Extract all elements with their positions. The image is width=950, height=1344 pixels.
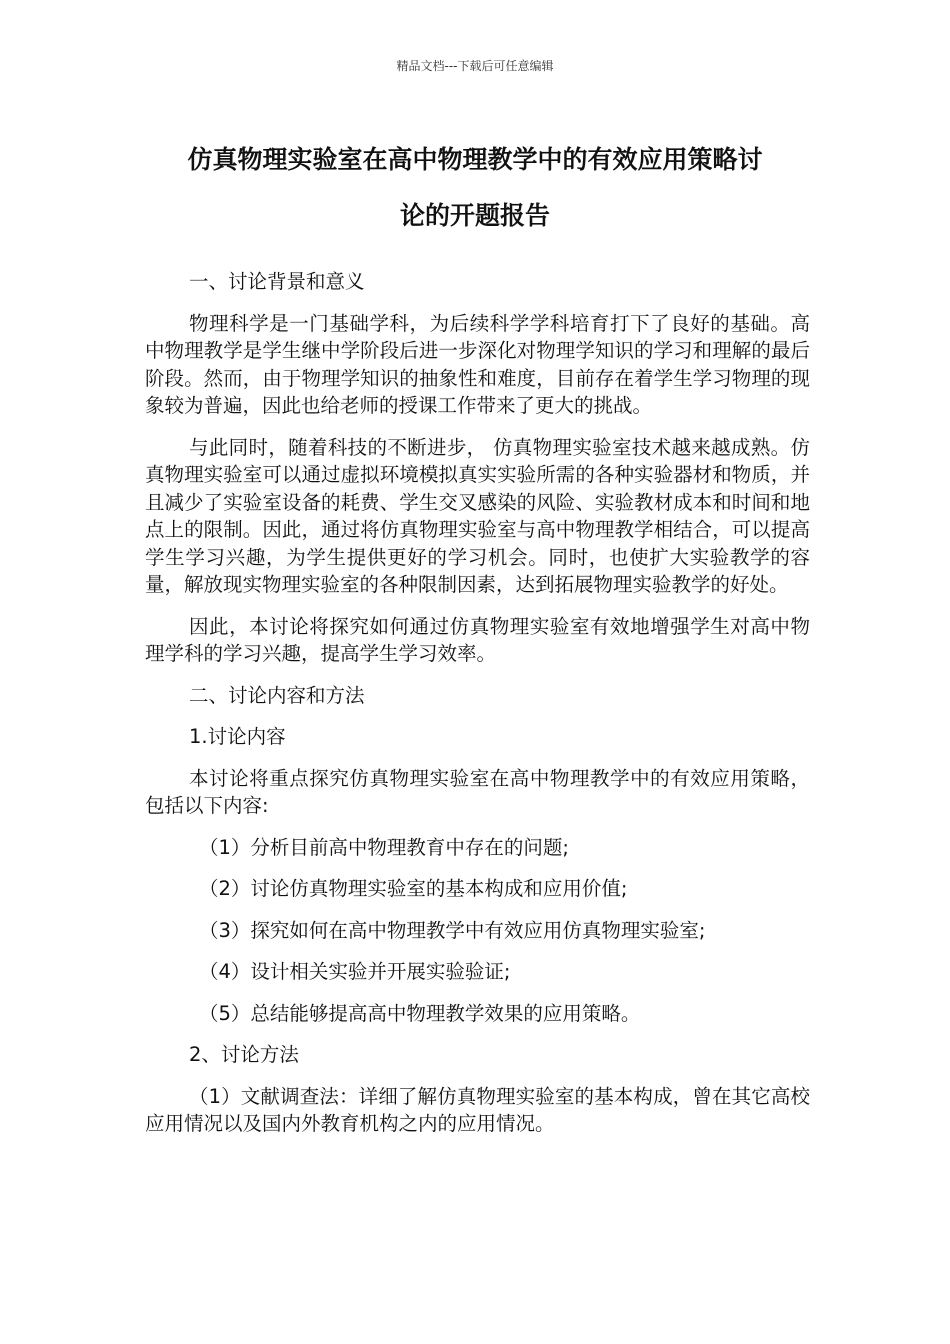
list-item: （3）探究如何在高中物理教学中有效应用仿真物理实验室; — [199, 918, 706, 942]
list-item: （2）讨论仿真物理实验室的基本构成和应用价值; — [199, 877, 628, 900]
list-item: （1）分析目前高中物理教育中存在的问题; — [199, 835, 569, 859]
list-item: （4）设计相关实验并开展实验验证; — [199, 960, 511, 983]
paragraph-content-intro: 本讨论将重点探究仿真物理实验室在高中物理教学中的有效应用策略，包括以下内容: — [145, 766, 810, 817]
paragraph-method-1: （1）文献调查法：详细了解仿真物理实验室的基本构成，曾在其它高校应用情况以及国内外教育机构之内的应用情况。 — [145, 1084, 810, 1135]
paragraph-background-3: 因此，本讨论将探究如何通过仿真物理实验室有效地增强学生对高中物理学科的学习兴趣，提高学生学习效率。 — [145, 614, 810, 665]
document-title — [140, 132, 810, 244]
section-heading-content-method: 二、讨论内容和方法 — [189, 683, 365, 707]
paragraph-background-1: 物理科学是一门基础学科，为后续科学学科培育打下了良好的基础。高中物理教学是学生继中学阶段后进一步深化对物理学知识的学习和理解的最后阶段。然而，由于物理学知识的抽象性和难度，目前存在着学生学习物理的现象较为普遍，因此也给老师的授课工作带来了更大的挑战。 — [145, 311, 810, 417]
paragraph-background-2: 与此同时，随着科技的不断进步， 仿真物理实验室技术越来越成熟。仿真物理实验室可以通过虚拟环境模拟真实实验所需的各种实验器材和物质，并且减少了实验室设备的耗费、学生交叉感染的风险、实验教材成本和时间和地点上的限制。因此，通过将仿真物理实验室与高中物理教学相结合，可以提高学生学习兴趣，为学生提供更好的学习机会。同时，也使扩大实验教学的容量，解放现实物理实验室的各种限制因素，达到拓展物理实验教学的好处。 — [145, 435, 810, 596]
title-line-2: 论的开题报告 — [399, 201, 550, 230]
list-item: （5）总结能够提高高中物理教学效果的应用策略。 — [199, 1001, 641, 1025]
title-line-1: 仿真物理实验室在高中物理教学中的有效应用策略讨 — [187, 145, 763, 174]
page-header: 精品文档---下载后可任意编辑 — [396, 59, 554, 73]
subheading-content: 1.讨论内容 — [189, 725, 286, 748]
section-heading-background: 一、讨论背景和意义 — [189, 270, 365, 293]
subheading-method: 2、讨论方法 — [189, 1043, 299, 1066]
document-body — [145, 268, 810, 1138]
